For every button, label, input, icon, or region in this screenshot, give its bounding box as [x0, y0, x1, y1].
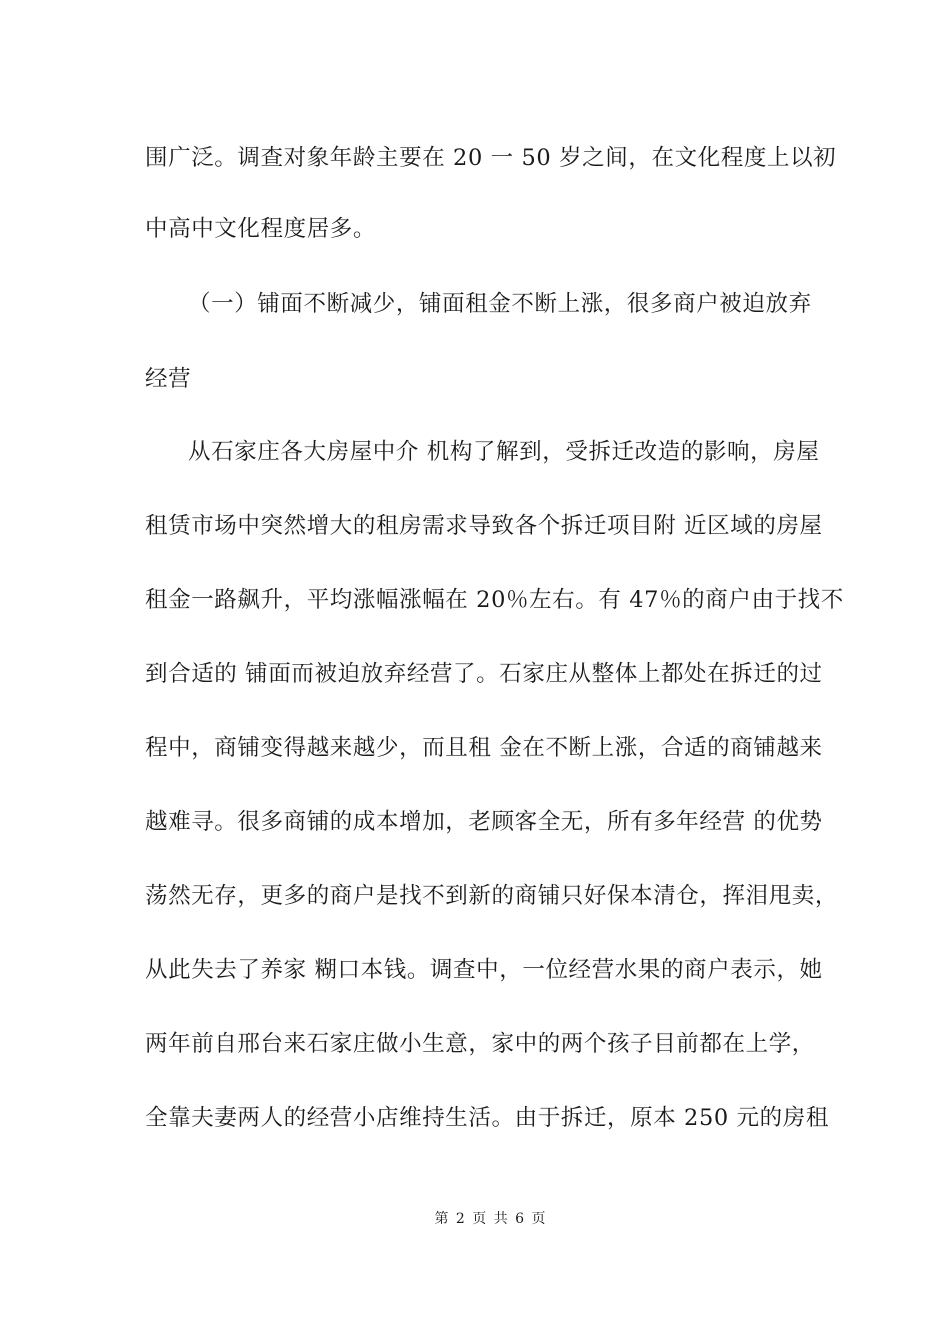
paragraph-line: 从石家庄各大房屋中介 机构了解到，受拆迁改造的影响，房屋 [188, 439, 820, 465]
paragraph-line: 程中，商铺变得越来越少，而且租 金在不断上涨，合适的商铺越来 [145, 735, 823, 761]
paragraph-line: 越难寻。很多商铺的成本增加，老顾客全无，所有多年经营 的优势 [145, 809, 823, 835]
paragraph-line: 荡然无存，更多的商户是找不到新的商铺只好保本清仓，挥泪甩卖， [145, 883, 839, 909]
text-line: 围广泛。调查对象年龄主要在 20 一 50 岁之间，在文化程度上以初 [145, 145, 837, 171]
paragraph-line: 从此失去了养家 糊口本钱。调查中，一位经营水果的商户表示，她 [145, 957, 823, 983]
text-line: 中高中文化程度居多。 [145, 216, 377, 242]
section-heading-continued: 经营 [145, 366, 192, 392]
page-number-footer: 第 2 页 共 6 页 [434, 1211, 546, 1227]
paragraph-line: 到合适的 铺面而被迫放弃经营了。石家庄从整体上都处在拆迁的过 [145, 661, 823, 687]
section-heading: （一）铺面不断减少，铺面租金不断上涨，很多商户被迫放弃 [188, 291, 812, 317]
paragraph-line: 租金一路飙升，平均涨幅涨幅在 20％左右。有 47％的商户由于找不 [145, 587, 844, 613]
paragraph-line: 租赁市场中突然增大的租房需求导致各个拆迁项目附 近区域的房屋 [145, 513, 823, 539]
paragraph-line: 全靠夫妻两人的经营小店维持生活。由于拆迁，原本 250 元的房租 [145, 1105, 829, 1131]
paragraph-line: 两年前自邢台来石家庄做小生意，家中的两个孩子目前都在上学， [145, 1031, 815, 1057]
